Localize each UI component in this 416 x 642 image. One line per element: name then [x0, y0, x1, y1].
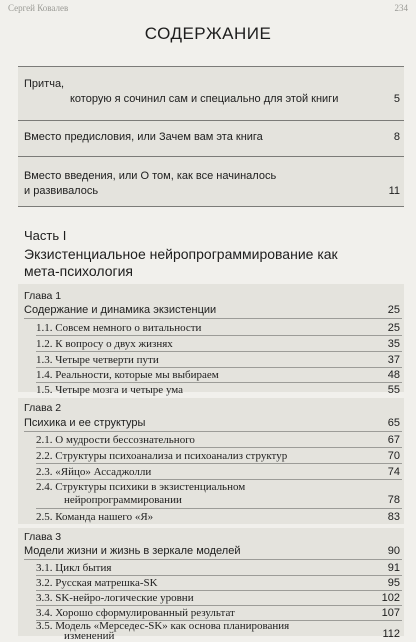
part-title-line1: Экзистенциальное нейропрограммирование как [24, 246, 338, 262]
section-text: 3.5. Модель «Мерседес-SK» как основа планирования [36, 620, 290, 632]
section-2-2 [36, 450, 400, 463]
section-page: 35 [387, 338, 400, 350]
bleed-through-header [0, 0, 416, 18]
separator [36, 508, 402, 509]
bleed-author: Сергей Ковалев [8, 3, 69, 13]
separator [36, 382, 402, 383]
separator [24, 559, 402, 560]
chapter-1-title [24, 304, 400, 317]
section-2-3 [36, 466, 400, 479]
section-2-4 [36, 481, 400, 507]
chapter-3-title-text: Модели жизни и жизнь в зеркале моделей [24, 545, 241, 557]
separator [36, 479, 402, 480]
rule [18, 66, 404, 67]
part-title-line2: мета-психология [24, 263, 133, 279]
section-page: 48 [387, 369, 400, 381]
section-3-3 [36, 592, 400, 605]
chapter-1-label: Глава 1 [24, 290, 62, 302]
intro-introduction-line1: Вместо введения, или О том, как все начиналось [24, 170, 277, 182]
separator [36, 463, 402, 464]
intro-preface-line [24, 131, 400, 144]
section-text: 1.5. Четыре мозга и четыре ума [36, 384, 184, 396]
chapter-3-page: 90 [387, 545, 400, 557]
section-1-2 [36, 338, 400, 351]
section-text: 3.2. Русская матрешка-SK [36, 577, 158, 589]
intro-introduction-line2 [24, 185, 400, 198]
section-page: 25 [387, 322, 400, 334]
section-page: 37 [387, 354, 400, 366]
section-1-4 [36, 369, 400, 382]
section-text: 3.1. Цикл бытия [36, 562, 112, 574]
section-page: 112 [382, 628, 400, 640]
section-page: 83 [387, 511, 400, 523]
intro-preface-text: Вместо предисловия, или Зачем вам эта книга [24, 131, 263, 143]
chapter-2-label: Глава 2 [24, 402, 62, 414]
section-page: 55 [387, 384, 400, 396]
page-title: СОДЕРЖАНИЕ [144, 24, 272, 43]
chapter-2-page: 65 [387, 417, 400, 429]
section-text: 3.3. SK-нейро-логические уровни [36, 592, 194, 604]
separator [24, 431, 402, 432]
section-2-1 [36, 434, 400, 447]
chapter-2-title-text: Психика и ее структуры [24, 417, 146, 429]
section-3-5 [36, 620, 400, 642]
separator [36, 590, 402, 591]
separator [36, 575, 402, 576]
rule [18, 206, 404, 207]
section-page: 95 [387, 577, 400, 589]
intro-parable-line2 [70, 93, 400, 106]
chapter-3-title [24, 545, 400, 558]
section-1-1 [36, 322, 400, 335]
section-3-4 [36, 607, 400, 620]
section-1-5 [36, 384, 400, 397]
intro-preface-page: 8 [393, 131, 400, 143]
section-text: 1.4. Реальности, которые мы выбираем [36, 369, 219, 381]
part-label: Часть I [24, 228, 67, 243]
section-1-3 [36, 354, 400, 367]
separator [36, 447, 402, 448]
chapter-1-title-text: Содержание и динамика экзистенции [24, 304, 217, 316]
separator [36, 605, 402, 606]
section-text: 2.5. Команда нашего «Я» [36, 511, 154, 523]
section-text: 1.1. Совсем немного о витальности [36, 322, 202, 334]
separator [24, 318, 402, 319]
section-text: 3.4. Хорошо сформулированный результат [36, 607, 235, 619]
section-page: 107 [381, 607, 400, 619]
chapter-1-page: 25 [387, 304, 400, 316]
section-text: 2.3. «Яйцо» Ассаджолли [36, 466, 152, 478]
intro-parable-line1: Притча, [24, 78, 65, 90]
section-3-1 [36, 562, 400, 575]
intro-parable-text: которую я сочинил сам и специально для этой книги [70, 93, 339, 105]
separator [36, 351, 402, 352]
section-text: 1.3. Четыре четверти пути [36, 354, 159, 366]
rule [18, 120, 404, 121]
chapter-3-label: Глава 3 [24, 531, 62, 543]
section-page: 70 [387, 450, 400, 462]
section-text: 2.4. Структуры психики в экзистенциальном [36, 481, 246, 493]
section-text: 2.2. Структуры психоанализа и психоанализ структур [36, 450, 288, 462]
chapter-2-title [24, 417, 400, 430]
section-page: 91 [387, 562, 400, 574]
rule [18, 156, 404, 157]
intro-parable-page: 5 [393, 93, 400, 105]
separator [36, 367, 402, 368]
section-page: 78 [387, 494, 400, 506]
section-2-5 [36, 511, 400, 524]
section-text: 1.2. К вопросу о двух жизнях [36, 338, 173, 350]
section-page: 74 [387, 466, 400, 478]
intro-introduction-text: и развивалось [24, 185, 99, 197]
bleed-page-number: 234 [394, 3, 408, 13]
section-page: 102 [381, 592, 400, 604]
section-text-cont: нейропрограммировании [64, 494, 182, 506]
section-3-2 [36, 577, 400, 590]
section-text: 2.1. О мудрости бессознательного [36, 434, 195, 446]
section-text-cont: изменений [64, 630, 115, 642]
separator [36, 335, 402, 336]
intro-introduction-page: 11 [388, 185, 400, 197]
section-page: 67 [387, 434, 400, 446]
